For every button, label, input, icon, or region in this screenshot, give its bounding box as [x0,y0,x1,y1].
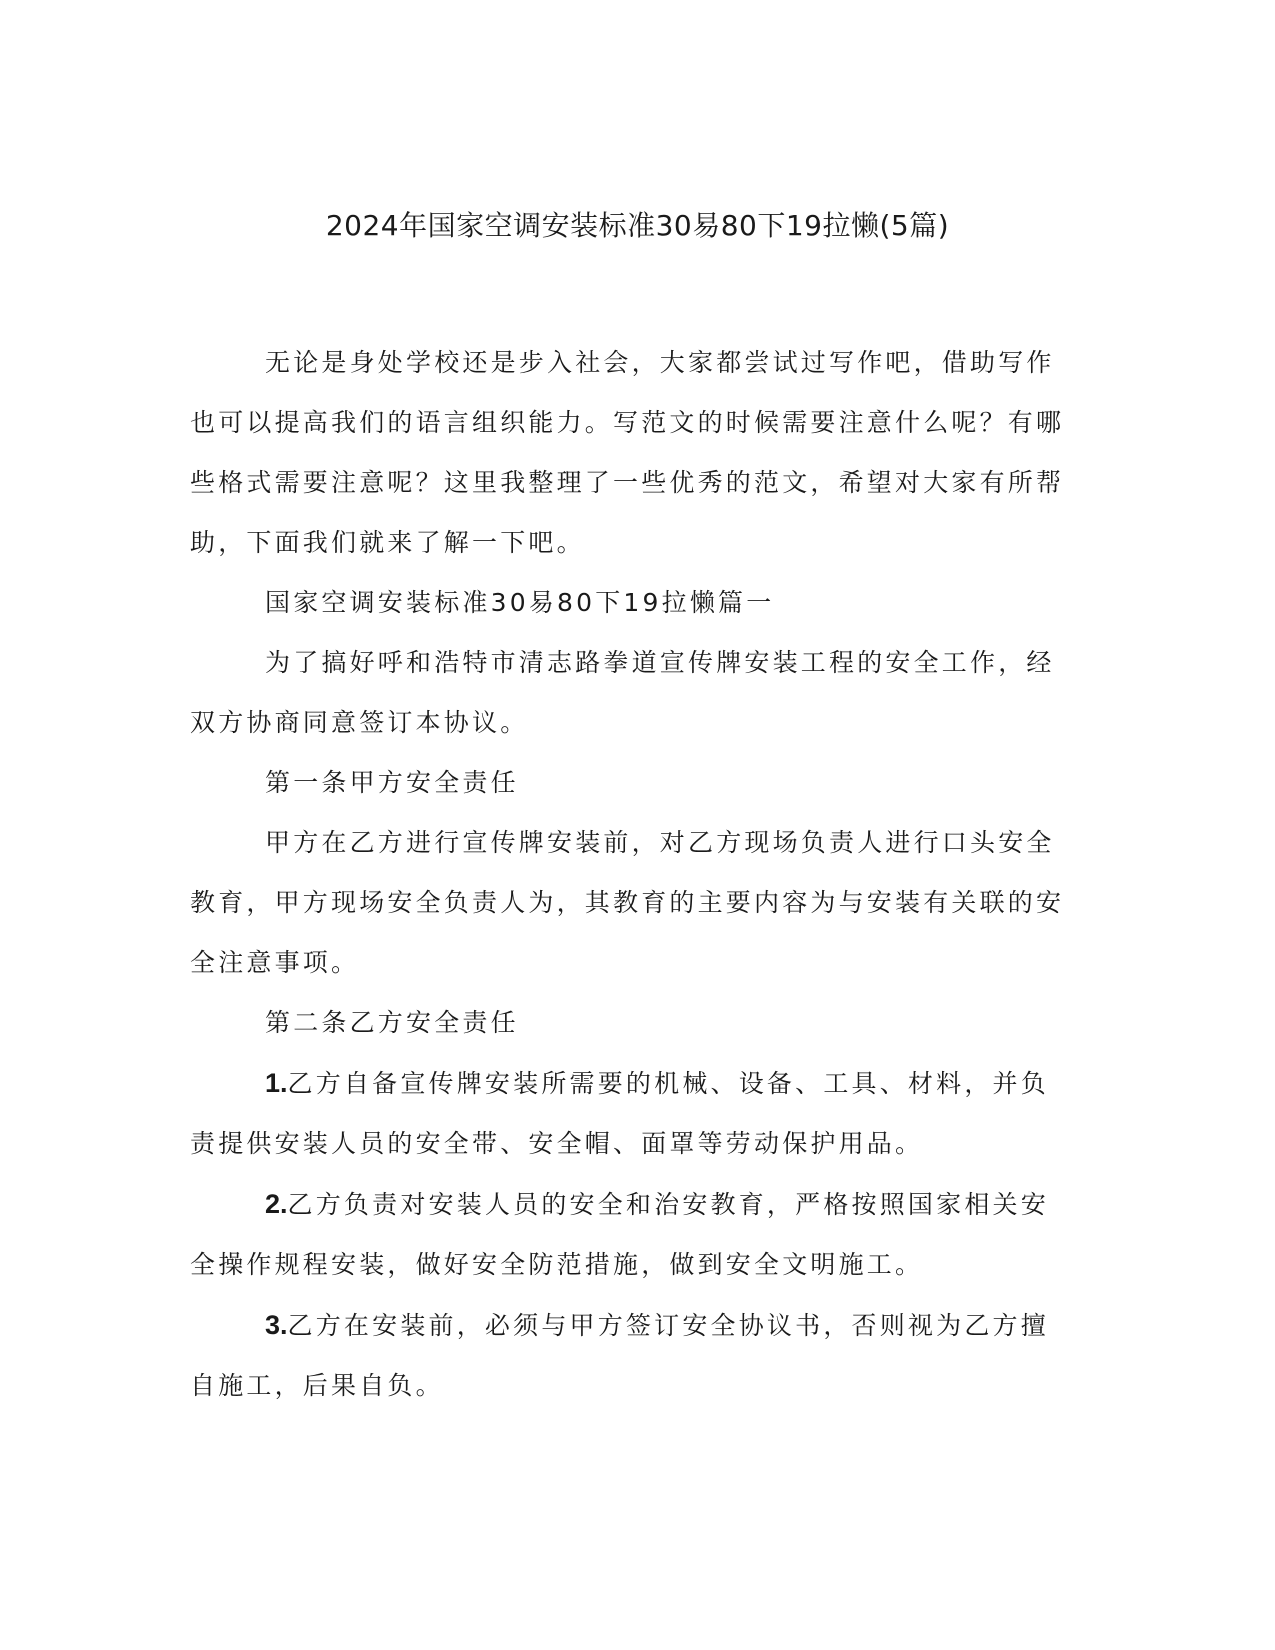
item-text: 乙方自备宣传牌安装所需要的机械、设备、工具、材料，并负责提供安装人员的安全带、安全帽、面罩等劳动保护用品。 [190,1069,1049,1158]
agreement-purpose-paragraph: 为了搞好呼和浩特市清志路拳道宣传牌安装工程的安全工作，经双方协商同意签订本协议。 [190,648,1055,737]
numbered-item-2 [190,1174,1075,1295]
intro-paragraph: 无论是身处学校还是步入社会，大家都尝试过写作吧，借助写作也可以提高我们的语言组织能力。写范文的时候需要注意什么呢？有哪些格式需要注意呢？这里我整理了一些优秀的范文，希望对大家有所帮助，下面我们就来了解一下吧。 [190,348,1065,557]
clause-1-paragraph: 甲方在乙方进行宣传牌安装前，对乙方现场负责人进行口头安全教育，甲方现场安全负责人为，其教育的主要内容为与安装有关联的安全注意事项。 [190,828,1065,977]
document-title: 2024年国家空调安装标准30易80下19拉懒(5篇) [325,209,950,242]
document-body [190,333,1075,1416]
item-text: 乙方在安装前，必须与甲方签订安全协议书，否则视为乙方擅自施工，后果自负。 [190,1311,1049,1400]
item-text: 乙方负责对安装人员的安全和治安教育，严格按照国家相关安全操作规程安装，做好安全防范措施，做到安全文明施工。 [190,1190,1049,1279]
item-number: 3. [265,1310,288,1340]
numbered-item-1 [190,1053,1075,1174]
item-number: 1. [265,1068,288,1098]
clause-heading-2: 第二条乙方安全责任 [265,1008,519,1037]
numbered-item-3 [190,1295,1075,1416]
clause-heading-1: 第一条甲方安全责任 [265,768,519,797]
item-number: 2. [265,1189,288,1219]
section-heading-1: 国家空调安装标准30易80下19拉懒篇一 [265,588,775,617]
